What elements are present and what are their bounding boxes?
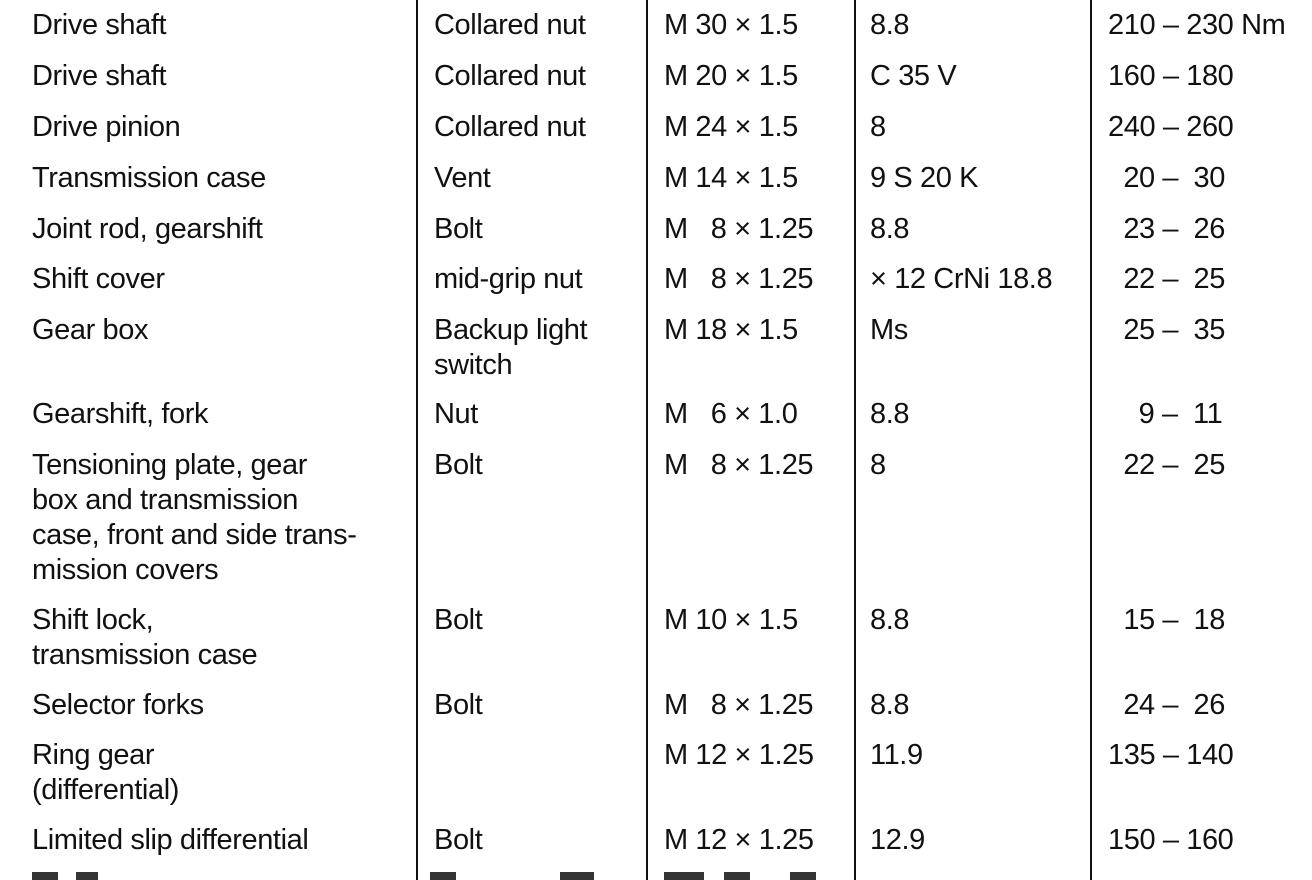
thread-cell: M 24 × 1.5 (664, 111, 798, 143)
grade-cell: 8.8 (870, 398, 910, 430)
part-cell: Collared nut (434, 9, 586, 41)
torque-cell: 150 – 160 (1108, 824, 1234, 856)
column-divider-grade (854, 0, 856, 880)
grade-cell: 8.8 (870, 689, 910, 721)
torque-cell: 240 – 260 (1108, 111, 1234, 143)
grade-cell: 8.8 (870, 9, 910, 41)
grade-cell: 8.8 (870, 604, 910, 636)
torque-cell: 24 – 26 (1108, 689, 1225, 721)
torque-cell: 22 – 25 (1108, 263, 1225, 295)
component-cell: Tensioning plate, gear box and transmission case, front and side trans- mission covers (32, 449, 357, 586)
part-cell: Nut (434, 398, 478, 430)
component-cell: Ring gear (differential) (32, 739, 179, 806)
torque-cell: 160 – 180 (1108, 60, 1234, 92)
part-cell: Bolt (434, 213, 483, 245)
grade-cell: 8.8 (870, 213, 910, 245)
component-cell: Drive pinion (32, 111, 181, 143)
part-cell: Collared nut (434, 111, 586, 143)
grade-cell: 8 (870, 449, 886, 481)
grade-cell: 8 (870, 111, 886, 143)
component-cell: Shift cover (32, 263, 165, 295)
torque-cell: 20 – 30 (1108, 162, 1225, 194)
part-cell: Vent (434, 162, 491, 194)
component-cell: Drive shaft (32, 9, 167, 41)
grade-cell: 11.9 (870, 739, 923, 771)
torque-cell: 135 – 140 (1108, 739, 1234, 771)
thread-cell: M 6 × 1.0 (664, 398, 798, 430)
part-cell: Backup light switch (434, 314, 588, 381)
grade-cell: Ms (870, 314, 908, 346)
torque-cell: 25 – 35 (1108, 314, 1225, 346)
grade-cell: 12.9 (870, 824, 925, 856)
torque-cell: 210 – 230 Nm (1108, 9, 1286, 41)
torque-cell: 23 – 26 (1108, 213, 1225, 245)
column-divider-torque (1090, 0, 1092, 880)
thread-cell: M 18 × 1.5 (664, 314, 798, 346)
thread-cell: M 14 × 1.5 (664, 162, 798, 194)
thread-cell: M 8 × 1.25 (664, 263, 814, 295)
grade-cell: × 12 CrNi 18.8 (870, 263, 1053, 295)
grade-cell: 9 S 20 K (870, 162, 979, 194)
component-cell: Joint rod, gearshift (32, 213, 263, 245)
cropped-next-row-fragment (0, 872, 1312, 880)
component-cell: Selector forks (32, 689, 204, 721)
part-cell: mid-grip nut (434, 263, 583, 295)
column-divider-thread (646, 0, 648, 880)
component-cell: Drive shaft (32, 60, 167, 92)
part-cell: Bolt (434, 449, 483, 481)
thread-cell: M 12 × 1.25 (664, 739, 814, 771)
thread-cell: M 10 × 1.5 (664, 604, 798, 636)
part-cell: Bolt (434, 824, 483, 856)
part-cell: Bolt (434, 689, 483, 721)
torque-cell: 22 – 25 (1108, 449, 1225, 481)
component-cell: Transmission case (32, 162, 266, 194)
thread-cell: M 12 × 1.25 (664, 824, 814, 856)
torque-cell: 9 – 11 (1108, 398, 1223, 430)
thread-cell: M 8 × 1.25 (664, 213, 814, 245)
component-cell: Shift lock, transmission case (32, 604, 258, 671)
component-cell: Gearshift, fork (32, 398, 209, 430)
column-divider-part (416, 0, 418, 880)
thread-cell: M 20 × 1.5 (664, 60, 798, 92)
component-cell: Gear box (32, 314, 149, 346)
part-cell: Collared nut (434, 60, 586, 92)
thread-cell: M 30 × 1.5 (664, 9, 798, 41)
part-cell: Bolt (434, 604, 483, 636)
component-cell: Limited slip differential (32, 824, 309, 856)
thread-cell: M 8 × 1.25 (664, 689, 814, 721)
torque-cell: 15 – 18 (1108, 604, 1225, 636)
grade-cell: C 35 V (870, 60, 957, 92)
thread-cell: M 8 × 1.25 (664, 449, 814, 481)
